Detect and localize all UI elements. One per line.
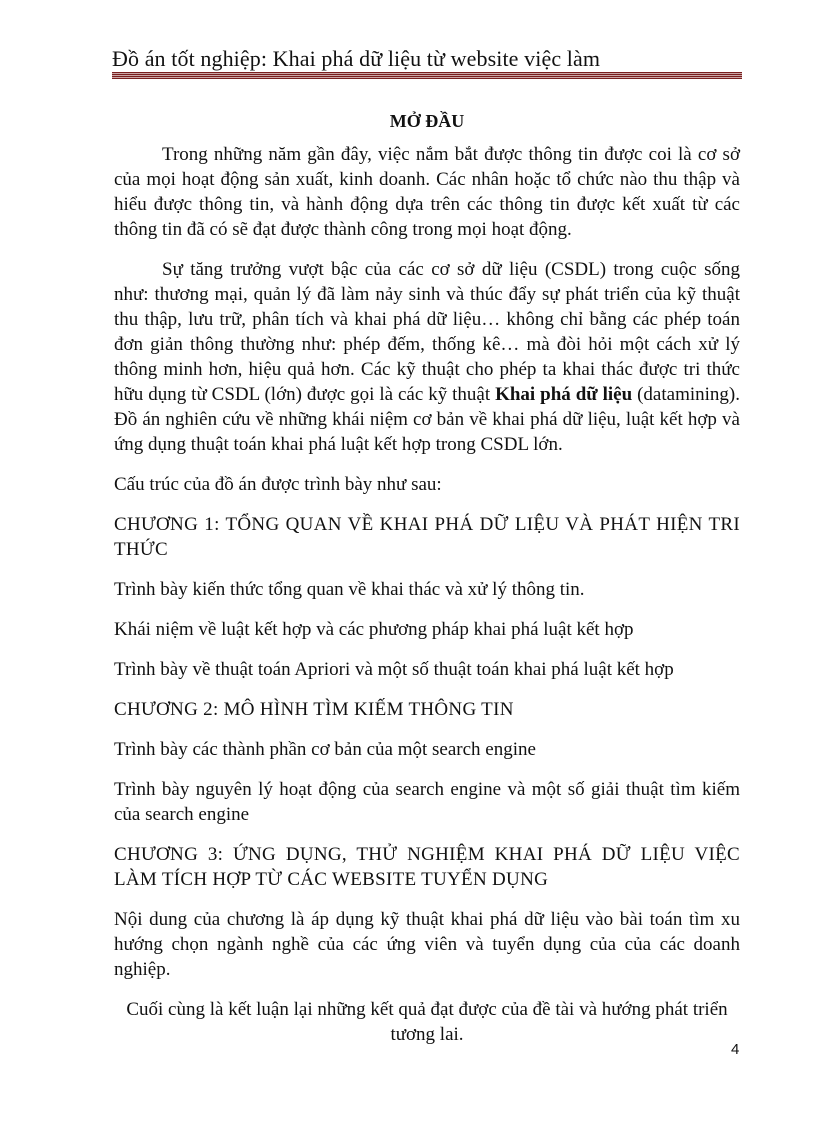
chapter-1-title: CHƯƠNG 1: TỔNG QUAN VỀ KHAI PHÁ DỮ LIỆU VÀ PHÁT HIỆN TRI THỨC: [114, 514, 740, 560]
header-divider: [112, 72, 742, 79]
datamining-paragraph-text-before-bold: Sự tăng trưởng vượt bậc của các cơ sở dữ liệu (CSDL) trong cuộc sống như: thương mại, quản lý đã làm nảy sinh và thúc đẩy sự phát triển của kỹ thuật thu thập, lưu trữ, phân tích và khai phá dữ liệu… không chỉ bằng các phép toán đơn giản thông thường như: phép đếm, thống kê… mà đòi hỏi một cách xử lý thông minh hơn, hiệu quả hơn. Các kỹ thuật cho phép ta khai thác được tri thức hữu dụng từ CSDL (lớn) được gọi là các kỹ thuật: [114, 259, 740, 405]
chapter-1-item-1: Trình bày kiến thức tổng quan về khai thác và xử lý thông tin.: [114, 579, 585, 600]
conclusion-paragraph: Cuối cùng là kết luận lại những kết quả đạt được của đề tài và hướng phát triển tương lai.: [126, 999, 728, 1045]
chapter-2-item-1: Trình bày các thành phần cơ bản của một search engine: [114, 739, 536, 760]
datamining-paragraph-text-after-bold: (datamining). Đồ án nghiên cứu về những khái niệm cơ bản về khai phá dữ liệu, luật kết hợp và ứng dụng thuật toán khai phá luật kết hợp trong CSDL lớn.: [114, 384, 740, 455]
datamining-bold-term: Khai phá dữ liệu: [495, 384, 633, 405]
chapter-3-description: Nội dung của chương là áp dụng kỹ thuật khai phá dữ liệu vào bài toán tìm xu hướng chọn ngành nghề của các ứng viên và tuyển dụng của của các doanh nghiệp.: [114, 909, 740, 980]
chapter-2-item-2: Trình bày nguyên lý hoạt động của search engine và một số giải thuật tìm kiếm của search engine: [114, 779, 740, 825]
datamining-paragraph: [114, 257, 740, 457]
chapter-2-title: CHƯƠNG 2: MÔ HÌNH TÌM KIẾM THÔNG TIN: [114, 699, 514, 720]
intro-paragraph: Trong những năm gần đây, việc nắm bắt được thông tin được coi là cơ sở của mọi hoạt động sản xuất, kinh doanh. Các nhân hoặc tổ chức nào thu thập và hiểu được thông tin, và hành động dựa trên các thông tin được kết xuất từ các thông tin đã có sẽ đạt được thành công trong mọi hoạt động.: [114, 144, 740, 240]
section-heading: MỞ ĐẦU: [389, 111, 465, 131]
document-header-title: Đồ án tốt nghiệp: Khai phá dữ liệu từ website việc làm: [112, 46, 601, 71]
document-body: [114, 109, 740, 1047]
page-number: 4: [731, 1041, 740, 1058]
chapter-1-item-2: Khái niệm về luật kết hợp và các phương pháp khai phá luật kết hợp: [114, 619, 634, 640]
chapter-3-title: CHƯƠNG 3: ỨNG DỤNG, THỬ NGHIỆM KHAI PHÁ DỮ LIỆU VIỆC LÀM TÍCH HỢP TỪ CÁC WEBSITE TUYỂN DỤNG: [114, 844, 740, 890]
structure-intro: Cấu trúc của đồ án được trình bày như sau:: [114, 474, 442, 495]
chapter-1-item-3: Trình bày về thuật toán Apriori và một số thuật toán khai phá luật kết hợp: [114, 659, 674, 680]
